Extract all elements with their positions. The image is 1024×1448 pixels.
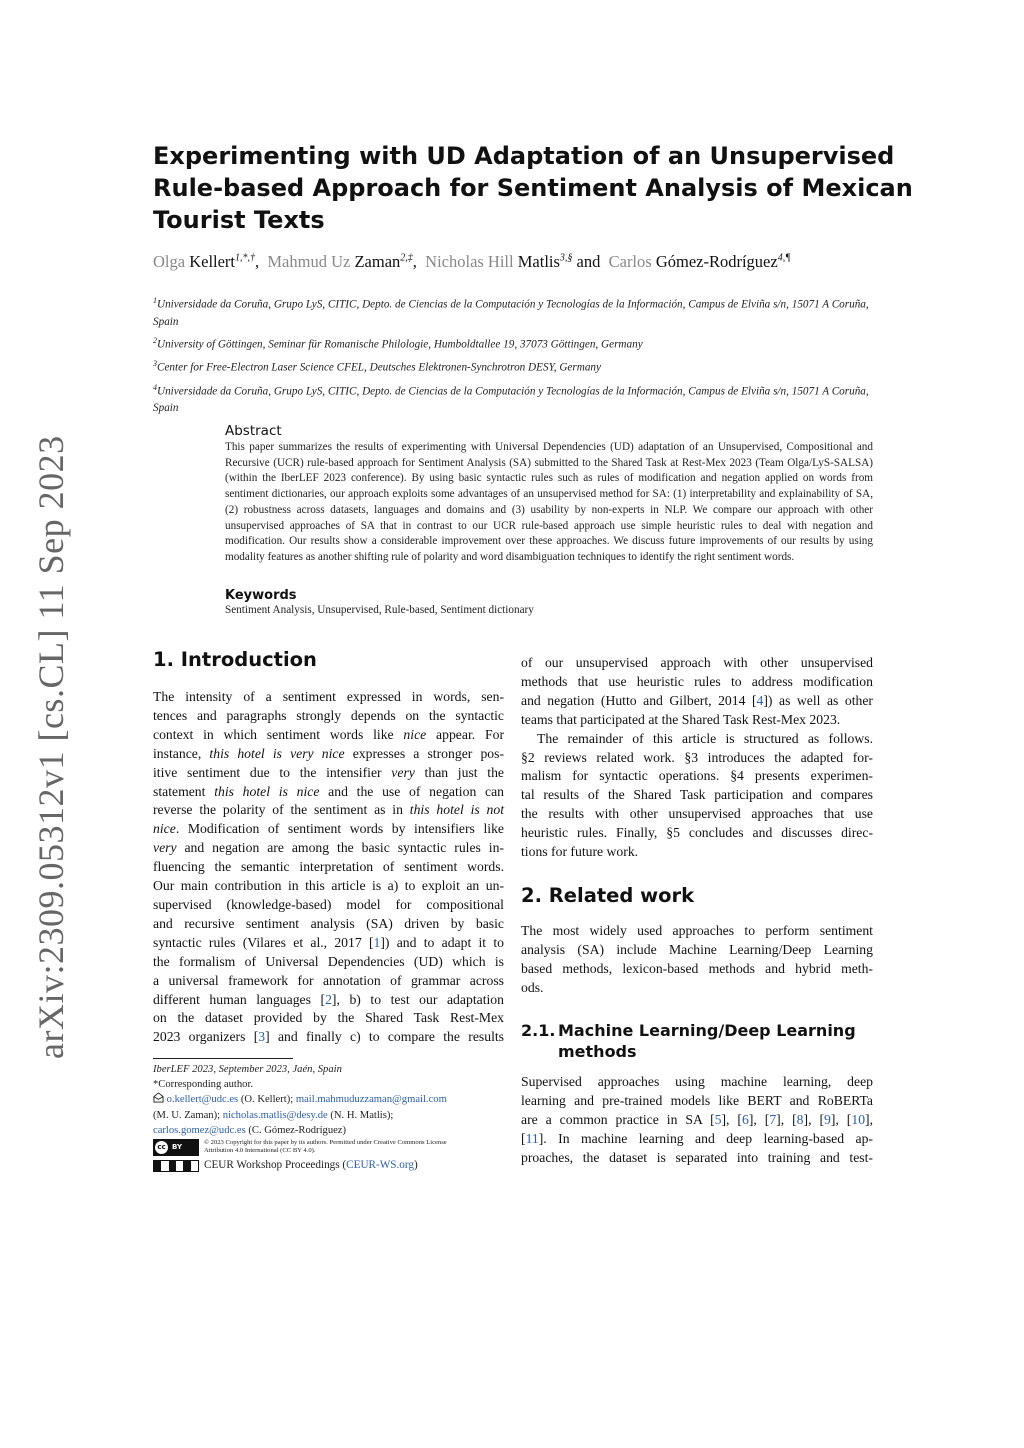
text: different human languages [	[153, 991, 326, 1007]
author-given-name: Carlos	[608, 252, 652, 271]
ceur-text	[204, 1158, 418, 1173]
subsection-title-line: methods	[558, 1042, 637, 1061]
affiliations	[153, 292, 873, 419]
ceur-link[interactable]: CEUR-WS.org	[346, 1159, 415, 1172]
text-line: of our unsupervised approach with other unsupervised	[521, 655, 873, 670]
text-line	[153, 991, 504, 1010]
citation-link[interactable]: 11	[525, 1130, 539, 1146]
license-text	[204, 1139, 447, 1155]
text-line	[521, 692, 873, 711]
email-link[interactable]: nicholas.matlis@desy.de	[222, 1109, 328, 1121]
text-line: The remainder of this article is structured as follows.	[537, 730, 873, 746]
citation-link[interactable]: 4	[756, 692, 764, 708]
citation-link[interactable]: 3	[258, 1029, 266, 1045]
related-work-paragraph	[521, 922, 873, 998]
text: ]) as well as other	[763, 692, 873, 708]
text-line: supervised (knowledge-based) model for compositional	[153, 896, 504, 912]
abstract-text: This paper summarizes the results of experimenting with Universal Dependencies (UD) adaptation of an Unsupervised, Compositional and Recursive (UCR) rule-based approach for Sentiment Analysis (SA) submitted to the Shared Task at Rest-Mex 2023 (Team Olga/LyS-SALSA) (within the IberLEF 2023 conference). By using basic syntactic rules such as rules of modification and negation applied on words from sentiment dictionaries, our approach exploits some advantages of an unsupervised method for SA: (1) interpretability and explainability of SA, (2) robustness across datasets, languages and domains and (3) usability by non-experts in NLP. We compare our approach with other unsupervised approaches of SA that in contrast to our UCR rule-based approach use simple heuristic rules to deal with negation and modification. Our results show a considerable improvement over these approaches. We discuss future improvements of our results by using modality features as another shifting rule of polarity and word disambiguation techniques to identify the right sentiment words.	[225, 441, 873, 563]
ceur-row	[153, 1158, 515, 1173]
affiliation-number: 2	[153, 336, 157, 346]
text: 2023 organizers [	[153, 1029, 259, 1045]
text-line: are a common practice in SA [5], [6], [7], [8], [9], [10],	[521, 1111, 874, 1127]
text: are a common practice in SA [	[521, 1111, 715, 1127]
subsection-title	[558, 1020, 856, 1062]
text: context in which sentiment words like	[153, 726, 394, 742]
arxiv-identifier: arXiv:2309.05312v1 [cs.CL] 11 Sep 2023	[31, 435, 71, 1059]
email-owner: (N. H. Matlis);	[330, 1109, 394, 1121]
email-owner: (C. Gómez-Rodríguez)	[248, 1124, 347, 1136]
text-line: fluencing the semantic interpretation of sentiment words.	[153, 859, 504, 875]
emphasis: this hotel is nice	[214, 783, 320, 799]
text: . Modification of sentiment words by intensifiers like	[175, 821, 504, 837]
emphasis: this hotel is very nice	[209, 745, 345, 761]
text-line	[153, 801, 504, 820]
affiliation-text: University of Göttingen, Seminar für Romanische Philologie, Humboldtallee 19, 37073 Göttingen, Germany	[157, 338, 643, 351]
citation-link[interactable]: 8	[796, 1111, 804, 1127]
text-line: The most widely used approaches to perform sentiment	[521, 923, 873, 938]
affiliation-number: 3	[153, 359, 157, 369]
author-conjunction: and	[576, 252, 601, 271]
author-given-name: Mahmud Uz	[267, 252, 351, 271]
citation-link[interactable]: 6	[741, 1111, 749, 1127]
text: syntactic rules (Vilares et al., 2017 [	[153, 934, 374, 950]
text: instance,	[153, 745, 202, 761]
text-line: proaches, the dataset is separated into training and test-	[521, 1149, 873, 1165]
text-line: tions for future work.	[521, 844, 639, 860]
author-family-name: Matlis	[517, 252, 560, 271]
text: ], b) to test our adaptation	[331, 991, 504, 1007]
author-family-name: Zaman	[354, 252, 401, 271]
text: and negation (Hutto and Gilbert, 2014 [	[521, 692, 757, 708]
text-line: based methods, lexicon-based methods and hybrid meth-	[521, 960, 873, 976]
email-link[interactable]: mail.mahmuduzzaman@gmail.com	[295, 1094, 447, 1106]
emphasis: nice	[153, 821, 176, 837]
text-line	[153, 839, 504, 858]
affiliation-number: 1	[153, 296, 157, 305]
text-line	[153, 820, 504, 839]
email-link[interactable]: carlos.gomez@udc.es	[153, 1124, 246, 1136]
text-line: malism for syntactic operations. §4 presents experimen-	[521, 768, 873, 784]
subsection-number: 2.1.	[521, 1021, 556, 1040]
email-line	[153, 1123, 515, 1138]
author-family-name: Gómez-Rodríguez	[655, 252, 778, 271]
section-heading-related-work: 2. Related work	[521, 884, 695, 907]
conference-note: IberLEF 2023, September 2023, Jaén, Spain	[153, 1064, 342, 1075]
text-line: ods.	[521, 979, 544, 995]
text-line: teams that participated at the Shared Task Rest-Mex 2023.	[521, 711, 841, 727]
email-owner: (M. U. Zaman);	[153, 1109, 221, 1121]
envelope-icon	[153, 1092, 164, 1103]
footnotes	[153, 1062, 515, 1173]
email-line	[153, 1108, 515, 1123]
text-line: heuristic rules. Finally, §5 concludes and discusses direc-	[521, 825, 873, 841]
license-line: © 2023 Copyright for this paper by its authors. Permitted under Creative Commons License	[204, 1139, 447, 1147]
author-marker: 2,‡	[400, 252, 413, 264]
footnote-rule	[153, 1058, 293, 1059]
keywords-text: Sentiment Analysis, Unsupervised, Rule-based, Sentiment dictionary	[225, 604, 534, 616]
paper-title	[153, 140, 913, 236]
title-line: Tourist Texts	[153, 206, 325, 234]
text: ]. In machine learning and deep learning-based ap-	[538, 1130, 873, 1146]
title-line: Experimenting with UD Adaptation of an Unsupervised	[153, 142, 895, 170]
introduction-paragraph	[153, 688, 504, 1047]
author-family-name: Kellert	[189, 252, 236, 271]
text-line: The intensity of a sentiment expressed in words, sen-	[153, 689, 504, 704]
text-line: Supervised approaches using machine learning, deep	[521, 1074, 873, 1089]
text-line: §2 reviews related work. §3 introduces the adapted for-	[521, 749, 873, 765]
affiliation	[153, 292, 873, 331]
text-line	[153, 934, 504, 953]
author-marker: 3,§	[559, 252, 573, 264]
text: ]) and to adapt it to	[380, 934, 504, 950]
citation-link[interactable]: 7	[769, 1111, 777, 1127]
emphasis: very	[153, 840, 177, 856]
author-given-name: Olga	[153, 252, 186, 271]
text-line	[153, 783, 504, 802]
citation-link[interactable]: 10	[851, 1111, 866, 1127]
ceur-logo-icon	[153, 1160, 199, 1172]
text-line: [11]. In machine learning and deep learning-based ap-	[521, 1130, 873, 1146]
text: and negation are among the basic syntactic rules in-	[184, 840, 504, 856]
author-given-name: Nicholas Hill	[425, 252, 514, 271]
citation-link[interactable]: 5	[714, 1111, 722, 1127]
text: CEUR Workshop Proceedings (	[204, 1159, 347, 1172]
cc-by-license-icon: cc BY	[153, 1139, 199, 1156]
text: reverse the polarity of the sentiment as in	[153, 802, 403, 818]
title-line: Rule-based Approach for Sentiment Analysis of Mexican	[153, 174, 913, 202]
citation-link[interactable]: 1	[373, 934, 381, 950]
text: than just the	[424, 764, 504, 780]
email-owner: (O. Kellert);	[240, 1094, 294, 1106]
text-line: methods that use heuristic rules to address modification	[521, 673, 873, 689]
affiliation	[153, 355, 873, 377]
citation-link[interactable]: 9	[824, 1111, 831, 1127]
emphasis: this hotel is not	[409, 802, 505, 818]
text-line	[153, 745, 504, 764]
subsection-title-line: Machine Learning/Deep Learning	[558, 1021, 856, 1040]
text-line: the formalism of Universal Dependencies (UD) which is	[153, 953, 504, 969]
affiliation-text: Center for Free-Electron Laser Science CFEL, Deutsches Elektronen-Synchrotron DESY, Germany	[157, 362, 601, 375]
text-line: tal results of the Shared Task participation and compares	[521, 787, 873, 803]
text-line: learning and pre-trained models like BERT and RoBERTa	[521, 1092, 873, 1108]
text: )	[414, 1159, 418, 1172]
affiliation	[153, 332, 873, 354]
emphasis: nice	[403, 726, 427, 742]
text-line: the results with other unsupervised approaches that use	[521, 806, 873, 822]
text-line: on the dataset provided by the Shared Task Rest-Mex	[153, 1010, 504, 1026]
text: ] and finally c) to compare the results	[265, 1029, 504, 1045]
section-heading-introduction: 1. Introduction	[153, 648, 317, 671]
affiliation	[153, 379, 873, 418]
license-row	[153, 1139, 515, 1156]
author-marker: 1,*,†	[235, 252, 256, 264]
citation-link[interactable]: 2	[325, 991, 332, 1007]
text-line	[153, 726, 504, 745]
text-line: and recursive sentiment analysis (SA) driven by basic	[153, 915, 504, 931]
text-line	[153, 1028, 504, 1047]
abstract-heading: Abstract	[225, 423, 282, 439]
keywords-section	[225, 588, 873, 616]
text-line: Our main contribution in this article is a) to exploit an un-	[153, 878, 504, 894]
email-link[interactable]: o.kellert@udc.es	[166, 1094, 239, 1106]
affiliation-text: Universidade da Coruña, Grupo LyS, CITIC, Depto. de Ciencias de la Computación y Tecnologías de la Información, Campus de Elviña s/n, 15071 A Coruña, Spain	[153, 298, 869, 328]
text: and the use of negation can	[328, 783, 505, 799]
abstract-section	[225, 423, 873, 566]
ml-methods-paragraph	[521, 1073, 873, 1168]
affiliation-text: Universidade da Coruña, Grupo LyS, CITIC, Depto. de Ciencias de la Computación y Tecnologías de la Información, Campus de Elviña s/n, 15071 A Coruña, Spain	[153, 385, 869, 415]
text: appear. For	[436, 726, 505, 742]
author-marker: 4,¶	[777, 252, 791, 264]
introduction-continued	[521, 654, 873, 862]
text-line: tences and paragraphs strongly depends on the syntactic	[153, 707, 504, 723]
emphasis: very	[391, 764, 415, 780]
text-line	[153, 764, 504, 783]
author-list: Olga Kellert$^{1,*,\dagger}$, Mahmud Uz Zaman$^{2,\ddagger}$, Nicholas Hill Matlis$^{3,\S}$ and Carlos Gómez-Rodríguez$^{4,\P}$	[153, 252, 791, 271]
email-line	[153, 1092, 515, 1107]
text-line: analysis (SA) include Machine Learning/Deep Learning	[521, 941, 873, 957]
affiliation-number: 4	[153, 382, 157, 392]
text: statement	[153, 783, 206, 799]
text-line: a universal framework for annotation of grammar across	[153, 972, 504, 988]
subsection-heading	[521, 1020, 873, 1062]
corresponding-author-note: *Corresponding author.	[153, 1079, 254, 1091]
text: itive sentiment due to the intensifier	[153, 764, 382, 780]
keywords-heading: Keywords	[225, 588, 297, 603]
license-line: Attribution 4.0 International (CC BY 4.0).	[204, 1147, 316, 1155]
text: expresses a stronger pos-	[352, 745, 505, 761]
